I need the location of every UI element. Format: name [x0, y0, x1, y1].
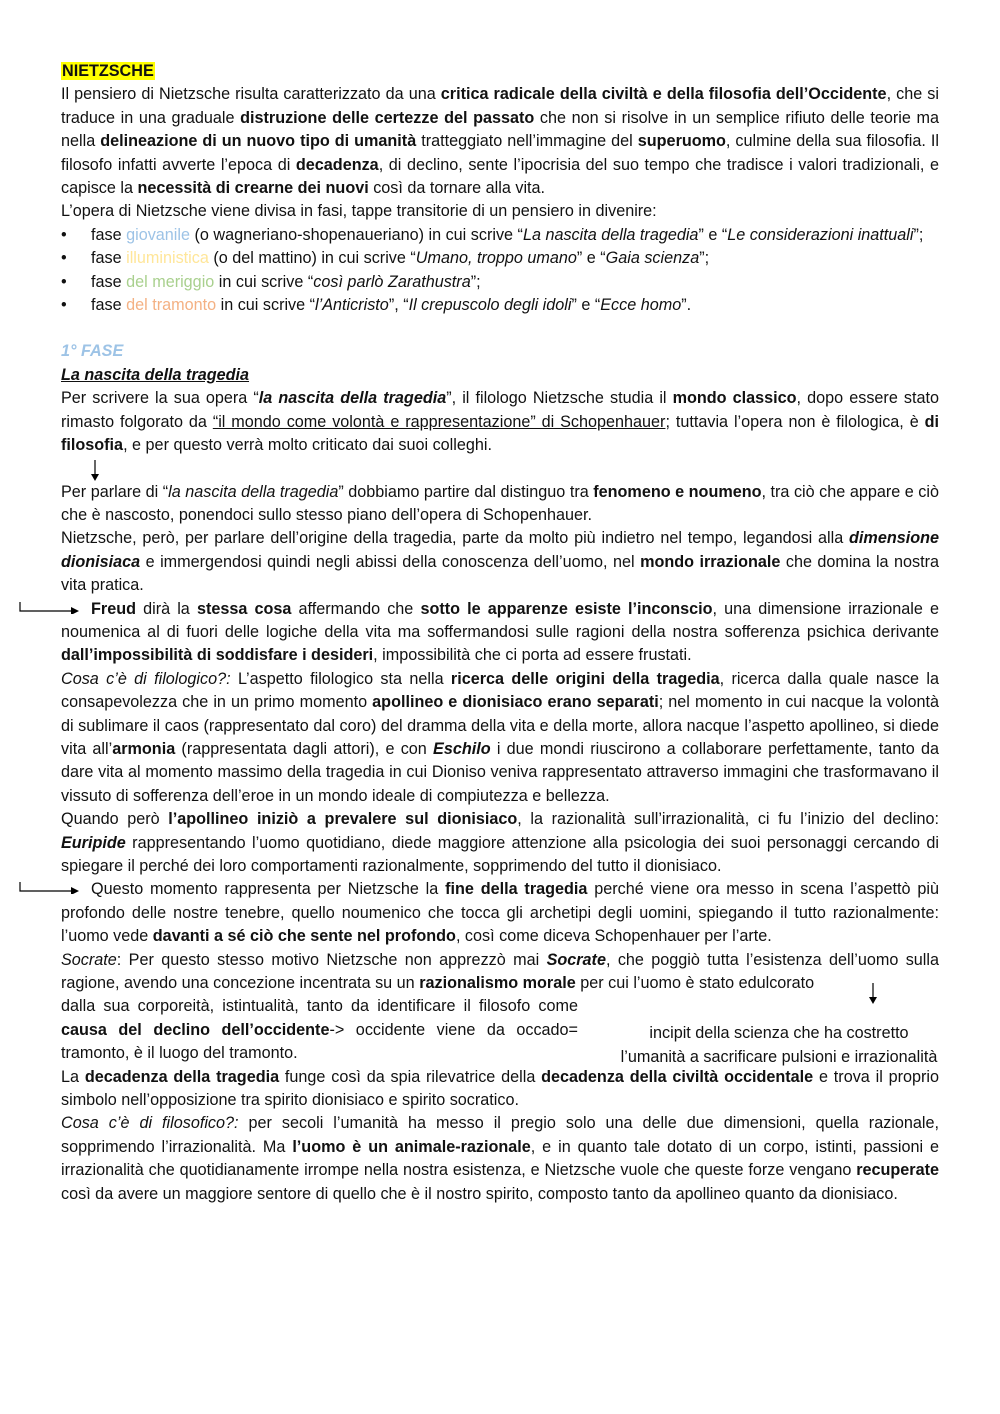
- italic-text: Socrate: [61, 950, 117, 969]
- arrow-row: [61, 458, 939, 481]
- bold-text: dall’impossibilità di soddisfare i desideri: [61, 646, 374, 665]
- text: (rappresentata dagli attori), e con: [175, 739, 434, 758]
- text: (o del mattino) in cui scrive “: [208, 249, 416, 268]
- down-arrow-icon: [89, 460, 101, 482]
- work-title: la nascita della tragedia: [258, 389, 447, 408]
- text: dalla sua corporeità, istintualità, tanto da identificare il filosofo come: [61, 997, 578, 1016]
- bold-italic-text: dimensione dionisiaca: [61, 529, 939, 571]
- phase-name: del meriggio: [126, 272, 215, 291]
- down-arrow-icon: [867, 983, 879, 1005]
- phase-name: illuministica: [126, 249, 209, 268]
- text: in cui scrive “: [214, 272, 314, 291]
- bold-text: mondo classico: [672, 389, 797, 408]
- bold-text: l’uomo è un animale-razionale: [292, 1137, 531, 1156]
- subtitle-text: La nascita della tragedia: [61, 365, 250, 384]
- side-note-line: l’umanità a sacrificare pulsioni e irrazionalità: [620, 1048, 938, 1067]
- work-title: Le considerazioni inattuali: [727, 225, 914, 244]
- bullet: •: [61, 296, 67, 315]
- phase-item-meriggio: [61, 271, 939, 294]
- text: affermando che: [291, 599, 421, 618]
- text: e immergendosi quindi negli abissi della conoscenza dell’uomo, nel: [140, 552, 641, 571]
- text: tratteggiato nell’immagine del: [416, 132, 638, 151]
- text: per cui l’uomo è stato edulcorato: [575, 974, 815, 993]
- bold-text: apollineo e dionisiaco erano separati: [372, 693, 659, 712]
- text: ”, “: [388, 296, 409, 315]
- paragraph-e: [61, 668, 939, 808]
- document-title: [61, 60, 939, 83]
- bold-italic-text: Eschilo: [433, 739, 491, 758]
- text: rappresentando l’uomo quotidiano, diede maggiore attenzione alla psicologia dei suoi personaggi cercando di spiegare il perché dei loro comportamenti razionalmente, sopprimendo del tutto il dionisiaco.: [61, 833, 939, 875]
- text: fase: [91, 296, 127, 315]
- work-title: la nascita della tragedia: [168, 482, 339, 501]
- bold-text: necessità di crearne dei nuovi: [137, 179, 369, 198]
- bold-text: l’apollineo iniziò a prevalere sul dionisiaco: [168, 810, 518, 829]
- bold-text: Freud: [91, 599, 136, 618]
- text: , dopo essere stato rimasto folgorato da: [61, 389, 940, 431]
- text: , e per questo verrà molto criticato dai suoi colleghi.: [123, 436, 492, 455]
- bold-text: critica radicale della civiltà e della filosofia dell’Occidente: [440, 85, 887, 104]
- bold-text: sotto le apparenze esiste l’inconscio: [420, 599, 713, 618]
- text: perché viene ora messo in scena l’aspettò più profondo delle nostre tenebre, quello noumenico che tocca gli archetipi degli uomini, spiegando il tutto razionalmente: l’uomo vede: [61, 880, 939, 946]
- intro-paragraph: [61, 83, 939, 200]
- text: Quando però: [61, 810, 169, 829]
- bold-text: ricerca delle origini della tragedia: [450, 669, 720, 688]
- phase-name: del tramonto: [126, 296, 217, 315]
- document-page: [61, 60, 939, 1206]
- text: che non si risolve in un semplice rifiuto delle teorie ma nella: [61, 108, 939, 151]
- work-title: Ecce homo: [600, 296, 682, 315]
- bold-text: decadenza della civiltà occidentale: [541, 1067, 814, 1086]
- text: Per scrivere la sua opera “: [61, 389, 259, 408]
- bold-text: razionalismo morale: [419, 974, 576, 993]
- paragraph-d: [61, 598, 939, 668]
- text: , culmine della sua filosofia. Il filosofo infatti avverte l’epoca di: [61, 132, 939, 174]
- work-title: Umano, troppo umano: [415, 249, 577, 268]
- text: ” dobbiamo partire dal distinguo tra: [338, 482, 594, 501]
- bold-text: stessa cosa: [196, 599, 292, 618]
- angle-arrow-icon: [19, 882, 79, 894]
- bold-text: distruzione delle certezze del passato: [240, 108, 535, 127]
- phase-name: giovanile: [126, 225, 191, 244]
- work-title: La nascita della tragedia: [522, 225, 699, 244]
- text: ” e “: [571, 296, 601, 315]
- bullet: •: [61, 249, 67, 268]
- paragraph-j: [61, 1112, 939, 1206]
- italic-text: Cosa c’è di filosofico?:: [61, 1114, 239, 1133]
- underlined-text: “il mondo come volontà e rappresentazione” di Schopenhauer: [212, 412, 666, 431]
- phase-item-giovanile: [61, 224, 939, 247]
- bold-text: decadenza della tragedia: [84, 1067, 280, 1086]
- text: in cui scrive “: [216, 296, 316, 315]
- work-title: l’Anticristo: [315, 296, 389, 315]
- text: ; nel momento in cui nacque la volontà di sublimare il caos (rappresentato dal coro) del dramma della vita e della morte, allora nacque l’aspetto apollineo, si diede vita all’: [61, 693, 939, 758]
- text: , impossibilità che ci porta ad essere frustati.: [373, 646, 692, 665]
- text: , di declino, sente l’ipocrisia del suo tempo che tradisce i valori tradizionali, e capisce la: [61, 155, 940, 198]
- text: ”;: [913, 225, 924, 244]
- text: , e in quanto tale dotato di un corpo, istinti, passioni e irrazionalità che quotidianamente irrompe nella nostra esistenza, e Nietzsche vuole che queste forze vengano: [61, 1137, 939, 1180]
- text: (o wagneriano-shopenaueriano) in cui scrive “: [190, 225, 523, 244]
- text: Questo momento rappresenta per Nietzsche la: [91, 880, 446, 899]
- paragraph-f: [61, 808, 939, 878]
- paragraph-c: [61, 527, 939, 597]
- text: per secoli l’umanità ha messo il pregio solo una delle due dimensioni, quella razionale, sopprimendo l’irrazionalità. Ma: [61, 1114, 939, 1156]
- bold-text: recuperate: [856, 1161, 939, 1180]
- bold-text: mondo irrazionale: [640, 552, 781, 571]
- text: , tra ciò che appare e ciò che è nascosto, ponendoci sullo stesso piano dell’opera di Schopenhauer.: [61, 482, 939, 524]
- paragraph-i: [61, 1066, 939, 1113]
- text: Nietzsche, però, per parlare dell’origine della tragedia, parte da molto più indietro nel tempo, legandosi alla: [61, 529, 850, 548]
- bold-text: causa del declino dell’occidente: [61, 1020, 330, 1039]
- text: i due mondi riuscirono a collaborare perfettamente, tanto da dare vita al momento massimo della tragedia in cui Dioniso veniva rappresentato attraverso immagini che trasformavano il vissuto di sofferenza dell’eroe in un mondo ideale di compiutezza e bellezza.: [61, 739, 939, 805]
- split-block: [61, 995, 939, 1065]
- text: fase: [91, 225, 127, 244]
- side-note-line: incipit della scienza che ha costretto: [649, 1024, 909, 1043]
- text: così da avere un maggiore sentore di quello che è il nostro spirito, composto tanto da apollineo quanto da dionisiaco.: [61, 1184, 898, 1203]
- bold-text: fenomeno e noumeno: [593, 482, 762, 501]
- text: , che poggiò tutta l’esistenza dell’uomo sulla ragione, avendo una concezione incentrata su un: [61, 950, 939, 993]
- phase-item-tramonto: [61, 294, 939, 317]
- paragraph-g: [61, 878, 939, 948]
- section-subtitle: [61, 364, 939, 387]
- bold-text: superuomo: [637, 132, 726, 151]
- text: ; tuttavia l’opera non è filologica, è: [665, 412, 925, 431]
- text: : Per questo stesso motivo Nietzsche non apprezzò mai: [116, 950, 547, 969]
- text: dirà la: [135, 599, 197, 618]
- bullet: •: [61, 225, 67, 244]
- paragraph-h: [61, 949, 939, 996]
- text: che domina la nostra vita pratica.: [61, 552, 939, 595]
- bold-text: armonia: [112, 739, 176, 758]
- title-highlight: NIETZSCHE: [62, 62, 154, 80]
- bold-text: decadenza: [295, 155, 379, 174]
- text: , che si traduce in una graduale: [61, 85, 939, 127]
- text: ”;: [699, 249, 710, 268]
- bold-text: di filosofia: [61, 412, 940, 455]
- work-title: Gaia scienza: [605, 249, 700, 268]
- bullet: •: [61, 272, 67, 291]
- text: funge così da spia rilevatrice della: [279, 1067, 542, 1086]
- text: , la razionalità sull’irrazionalità, ci fu l’inizio del declino:: [517, 810, 939, 829]
- text: così da tornare alla vita.: [368, 179, 546, 198]
- blank-line: [61, 317, 939, 340]
- work-title: Il crepuscolo degli idoli: [408, 296, 572, 315]
- text: fase: [91, 249, 127, 268]
- bold-italic-text: Euripide: [61, 833, 126, 852]
- angle-arrow-icon: [19, 602, 79, 614]
- text: ”;: [470, 272, 481, 291]
- phase-item-illuministica: [61, 247, 939, 270]
- paragraph-h2: [61, 995, 578, 1065]
- text: e trova il proprio simbolo nell’opposizione tra spirito dionisiaco e spirito socratico.: [61, 1067, 940, 1110]
- bold-text: davanti a sé ciò che sente nel profondo: [152, 927, 456, 946]
- text: -> occidente viene da occado= tramonto, è il luogo del tramonto.: [61, 1020, 579, 1063]
- text: , ricerca dalla quale nasce la consapevolezza che in un primo momento: [61, 669, 939, 712]
- phase-label: 1° FASE: [61, 342, 124, 361]
- text: , una dimensione irrazionale e noumenica al di fuori delle logiche della vita ma soffermandosi sulle ragioni della nostra sofferenza psichica derivante: [61, 599, 939, 641]
- bold-text: fine della tragedia: [445, 880, 588, 899]
- text: Il pensiero di Nietzsche risulta caratterizzato da una: [61, 85, 441, 104]
- italic-text: Cosa c’è di filologico?:: [61, 669, 231, 688]
- paragraph-b: [61, 481, 939, 528]
- text: Per parlare di “: [61, 482, 169, 501]
- text: ” e “: [576, 249, 606, 268]
- phases-intro: L’opera di Nietzsche viene divisa in fasi, tappe transitorie di un pensiero in divenire:: [61, 202, 657, 221]
- bold-italic-text: Socrate: [546, 950, 606, 969]
- text: fase: [91, 272, 127, 291]
- work-title: così parlò Zarathustra: [313, 272, 471, 291]
- text: ” e “: [698, 225, 728, 244]
- bold-text: delineazione di un nuovo tipo di umanità: [100, 132, 417, 151]
- text: L’aspetto filologico sta nella: [230, 669, 451, 688]
- text: , così come diceva Schopenhauer per l’arte.: [455, 927, 772, 946]
- text: ”.: [681, 296, 692, 315]
- text: ”, il filologo Nietzsche studia il: [446, 389, 673, 408]
- text: La: [61, 1067, 85, 1086]
- paragraph-a: [61, 387, 939, 457]
- side-note: [601, 1021, 957, 1069]
